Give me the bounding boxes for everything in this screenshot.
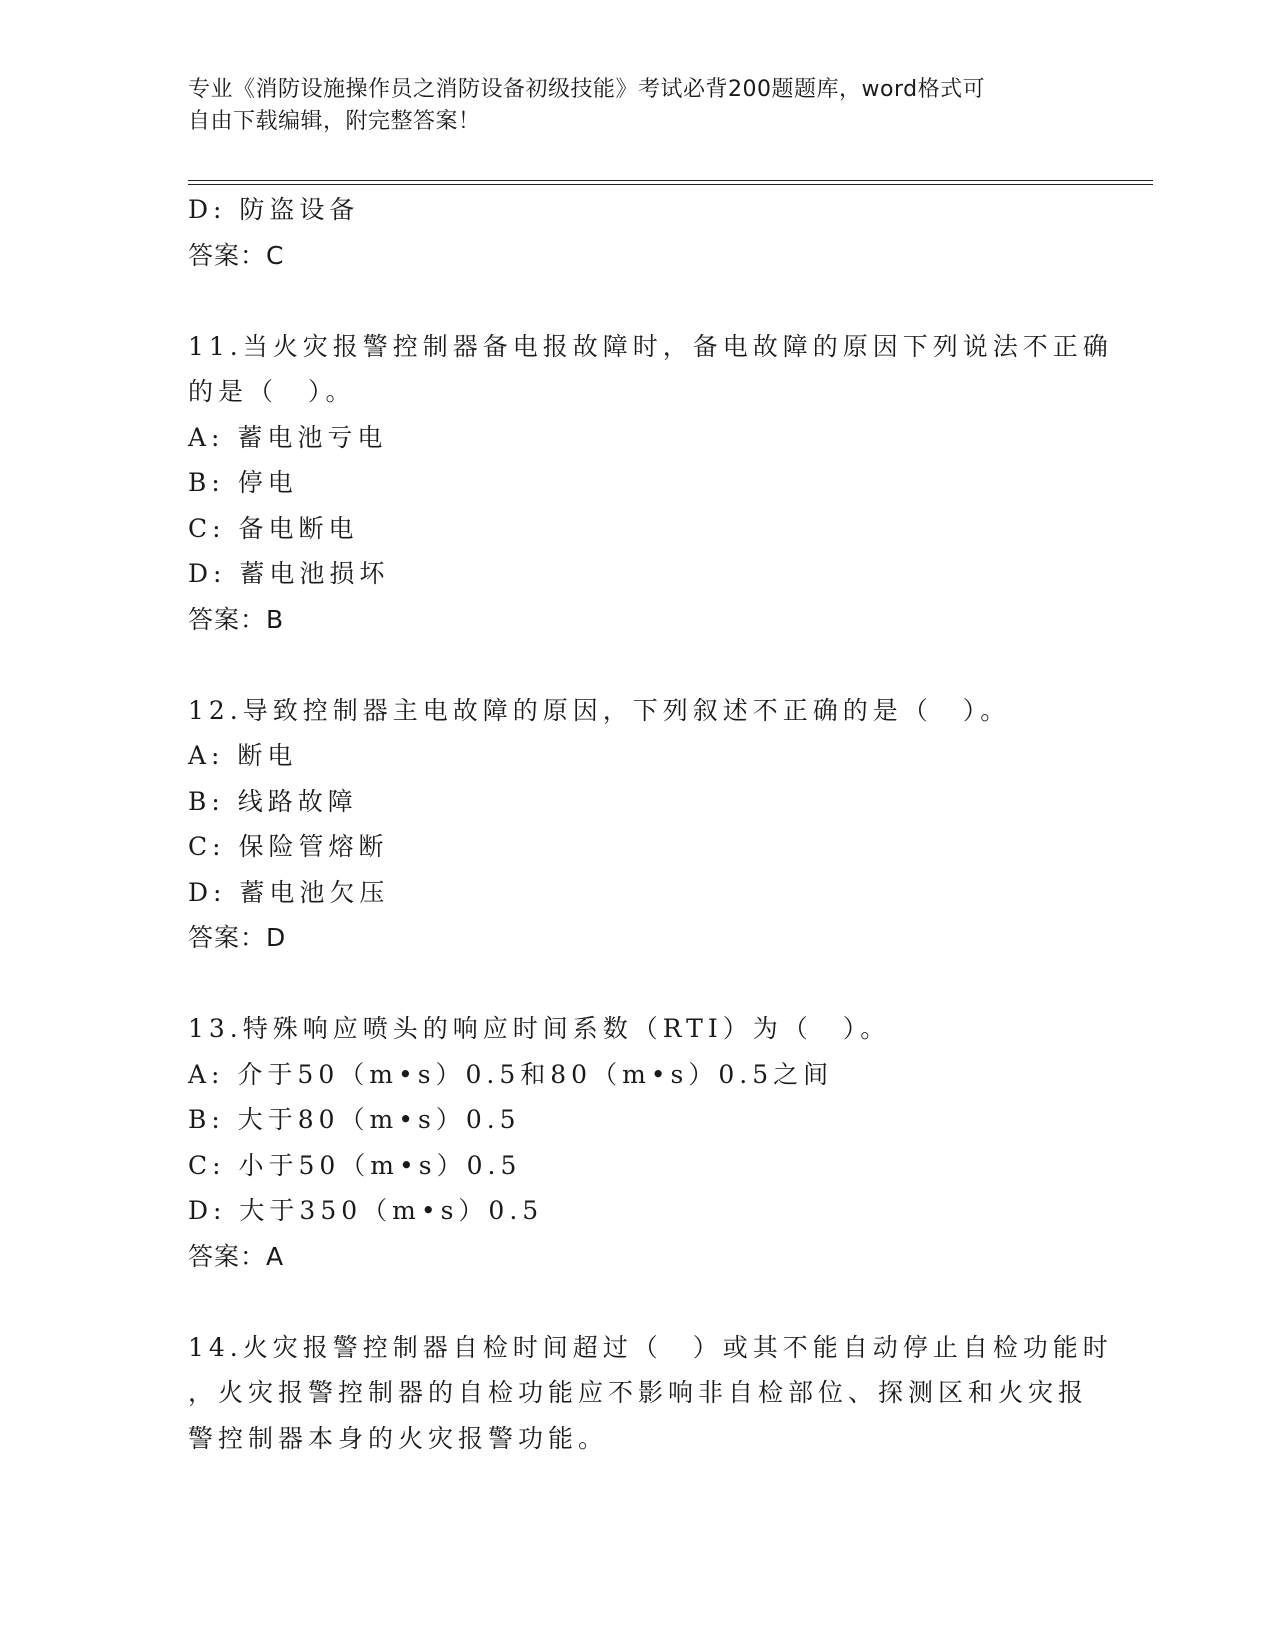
option-b: B: 线路故障 <box>188 786 358 816</box>
question-11 <box>188 324 1113 643</box>
page-header <box>188 74 1088 138</box>
option-a: A: 断电 <box>188 741 298 770</box>
question-stem: ，火灾报警控制器的自检功能应不影响非自检部位、探测区和火灾报 <box>188 1378 1089 1407</box>
option-c: C: 小于50（m•s）0.5 <box>188 1150 522 1180</box>
option-d: D: 大于350（m•s）0.5 <box>188 1196 544 1225</box>
option-b: B: 大于80（m•s）0.5 <box>188 1105 521 1134</box>
question-12 <box>188 688 1088 961</box>
question-stem: 警控制器本身的火灾报警功能。 <box>188 1423 609 1453</box>
question-stem: 的是（ ）。 <box>188 377 356 406</box>
question-13 <box>188 1006 1088 1279</box>
header-divider-bottom <box>188 184 1153 185</box>
option-a: A: 介于50（m•s）0.5和80（m•s）0.5之间 <box>188 1059 834 1089</box>
option-b: B: 停电 <box>188 468 298 497</box>
header-line-1: 专业《消防设施操作员之消防设备初级技能》考试必背200题题库，word格式可 <box>188 77 986 102</box>
option-c: C: 备电断电 <box>188 513 359 543</box>
option-d: D: 蓄电池损坏 <box>188 559 390 588</box>
option-a: A: 蓄电池亏电 <box>188 422 388 452</box>
answer-line: 答案：C <box>188 240 285 270</box>
question-list <box>188 187 1113 1461</box>
answer-line: 答案：D <box>188 923 287 952</box>
option-d: D: 防盗设备 <box>188 195 360 224</box>
option-d: D: 蓄电池欠压 <box>188 877 390 907</box>
answer-line: 答案：A <box>188 1241 285 1271</box>
question-stem: 11.当火灾报警控制器备电报故障时，备电故障的原因下列说法不正确 <box>188 331 1113 361</box>
header-line-2: 自由下载编辑，附完整答案！ <box>188 109 481 134</box>
question-stem: 13.特殊响应喷头的响应时间系数（RTI）为（ ）。 <box>188 1014 891 1043</box>
question-stem: 14.火灾报警控制器自检时间超过（ ）或其不能自动停止自检功能时 <box>188 1332 1113 1362</box>
question-stem: 12.导致控制器主电故障的原因，下列叙述不正确的是（ ）。 <box>188 695 1011 725</box>
answer-line: 答案：B <box>188 604 285 634</box>
option-c: C: 保险管熔断 <box>188 832 389 861</box>
header-divider-top <box>188 180 1153 181</box>
question-14 <box>188 1325 1113 1462</box>
